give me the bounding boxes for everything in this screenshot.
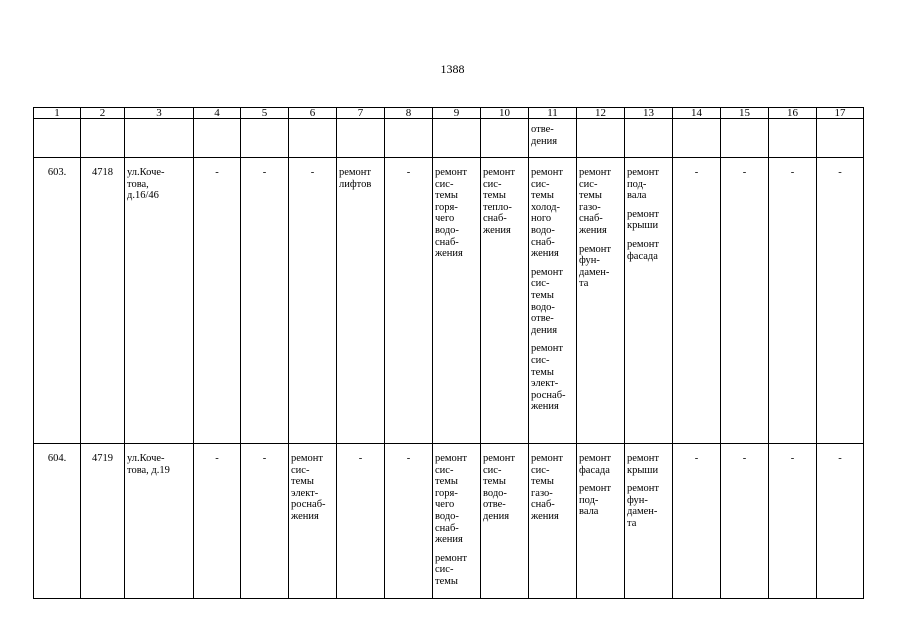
cell-col-12 xyxy=(577,444,625,599)
table-row xyxy=(34,444,864,599)
cell-line: снаб- xyxy=(531,236,555,248)
work-item xyxy=(579,244,622,290)
cell-line: темы xyxy=(531,366,554,378)
cell-line: д.16/46 xyxy=(127,190,159,202)
cell-col-13 xyxy=(625,158,673,444)
column-header-14: 14 xyxy=(673,108,721,119)
cell-line: ремонт xyxy=(579,453,612,464)
cell-line: сис- xyxy=(291,464,310,476)
column-header-7: 7 xyxy=(337,108,385,119)
cell-line: дамен- xyxy=(579,266,610,278)
cell-line: темы xyxy=(435,476,458,488)
work-item xyxy=(435,167,478,260)
cell-line: та xyxy=(627,517,637,529)
cell-line: жения xyxy=(483,224,511,236)
cell-line: жения xyxy=(579,224,607,236)
cell-line: жения xyxy=(291,510,319,522)
cell-line: жения xyxy=(435,534,463,546)
continuation-row xyxy=(34,119,864,158)
cell-line: снаб- xyxy=(435,236,459,248)
cell-line: темы xyxy=(435,190,458,202)
cell-line: отве- xyxy=(531,124,554,135)
work-item xyxy=(435,553,478,588)
cell-line: сис- xyxy=(531,278,550,290)
cell-col-12 xyxy=(577,158,625,444)
cell-line: роснаб- xyxy=(291,499,326,511)
cell-line: темы xyxy=(291,476,314,488)
column-header-13: 13 xyxy=(625,108,673,119)
work-item xyxy=(531,343,574,413)
cell-col-14: - xyxy=(673,158,721,444)
cell-col-10 xyxy=(481,444,529,599)
cell-col-6 xyxy=(289,444,337,599)
work-item xyxy=(483,453,526,523)
cell-line: ремонт xyxy=(579,167,612,178)
cell-line: ул.Коче- xyxy=(127,453,165,464)
cell-line: снаб- xyxy=(483,213,507,225)
continuation-cell-16 xyxy=(769,119,817,158)
work-item xyxy=(531,267,574,337)
cell-line: снаб- xyxy=(531,499,555,511)
cell-line: темы xyxy=(483,476,506,488)
table-row xyxy=(34,158,864,444)
column-header-8: 8 xyxy=(385,108,433,119)
cell-line: темы xyxy=(531,476,554,488)
cell-col-15: - xyxy=(721,444,769,599)
cell-line: ремонт xyxy=(579,243,612,255)
column-header-5: 5 xyxy=(241,108,289,119)
cell-line: дения xyxy=(483,510,510,522)
column-header-15: 15 xyxy=(721,108,769,119)
column-header-1: 1 xyxy=(34,108,81,119)
cell-line: ремонт xyxy=(579,483,612,495)
cell-col-10 xyxy=(481,158,529,444)
cell-line: элект- xyxy=(291,487,319,499)
cell-line: ремонт xyxy=(435,167,468,178)
continuation-cell-5 xyxy=(241,119,289,158)
cell-line: ремонт xyxy=(483,167,516,178)
cell-col-9 xyxy=(433,444,481,599)
address-cell xyxy=(125,444,194,599)
cell-line: ремонт xyxy=(531,266,564,278)
cell-col-17: - xyxy=(817,444,864,599)
cell-line: холод- xyxy=(531,201,560,213)
cell-line: ул.Коче- xyxy=(127,167,165,178)
work-item xyxy=(627,209,670,232)
cell-line: сис- xyxy=(531,464,550,476)
cell-line: роснаб- xyxy=(531,389,566,401)
column-header-4: 4 xyxy=(194,108,241,119)
cell-line: ного xyxy=(531,213,552,225)
continuation-cell-3 xyxy=(125,119,194,158)
cell-line: жения xyxy=(531,248,559,260)
cell-line: фун- xyxy=(627,494,648,506)
cell-line: горя- xyxy=(435,487,458,499)
cell-line: крыши xyxy=(627,220,659,232)
cell-line: фун- xyxy=(579,255,600,267)
cell-line: ремонт xyxy=(627,167,660,178)
cell-line: това, д.19 xyxy=(127,464,170,476)
work-item xyxy=(579,453,622,476)
cell-col-4: - xyxy=(194,158,241,444)
cell-line: фасада xyxy=(579,464,610,476)
cell-col-14: - xyxy=(673,444,721,599)
work-item xyxy=(627,453,670,476)
cell-line: ремонт xyxy=(627,453,660,464)
cell-line: ремонт xyxy=(291,453,324,464)
cell-line: дения xyxy=(531,135,558,147)
work-item xyxy=(627,239,670,262)
cell-line: водо- xyxy=(531,224,555,236)
work-item xyxy=(627,483,670,529)
cell-line: под- xyxy=(627,178,647,190)
cell-col-17: - xyxy=(817,158,864,444)
continuation-cell-6 xyxy=(289,119,337,158)
cell-line: жения xyxy=(531,510,559,522)
cell-line: сис- xyxy=(435,564,454,576)
cell-col-6: - xyxy=(289,158,337,444)
continuation-cell-11 xyxy=(529,119,577,158)
column-header-2: 2 xyxy=(81,108,125,119)
work-item xyxy=(579,167,622,237)
cell-line: темы xyxy=(531,289,554,301)
row-number: 604. xyxy=(34,444,81,599)
cell-col-7 xyxy=(337,158,385,444)
cell-line: жения xyxy=(435,248,463,260)
continuation-cell-9 xyxy=(433,119,481,158)
cell-line: ремонт xyxy=(435,552,468,564)
work-item xyxy=(579,483,622,518)
cell-line: вала xyxy=(627,190,647,202)
cell-line: ремонт xyxy=(627,483,660,495)
cell-line: ремонт xyxy=(627,238,660,250)
cell-line: снаб- xyxy=(435,522,459,534)
building-code: 4718 xyxy=(81,158,125,444)
cell-line: ремонт xyxy=(339,167,372,178)
continuation-cell-1 xyxy=(34,119,81,158)
cell-line: сис- xyxy=(483,464,502,476)
cell-col-8: - xyxy=(385,444,433,599)
cell-line: фасада xyxy=(627,250,658,262)
cell-line: темы xyxy=(579,190,602,202)
row-number: 603. xyxy=(34,158,81,444)
continuation-cell-7 xyxy=(337,119,385,158)
cell-line: та xyxy=(579,278,589,290)
column-header-16: 16 xyxy=(769,108,817,119)
cell-col-7: - xyxy=(337,444,385,599)
continuation-cell-4 xyxy=(194,119,241,158)
column-header-11: 11 xyxy=(529,108,577,119)
work-item xyxy=(435,453,478,546)
column-header-10: 10 xyxy=(481,108,529,119)
building-code: 4719 xyxy=(81,444,125,599)
cell-line: крыши xyxy=(627,464,659,476)
cell-line: ремонт xyxy=(531,343,564,355)
continuation-cell-15 xyxy=(721,119,769,158)
cell-col-9 xyxy=(433,158,481,444)
repair-table xyxy=(33,107,864,599)
continuation-cell-8 xyxy=(385,119,433,158)
column-header-17: 17 xyxy=(817,108,864,119)
cell-line: отве- xyxy=(531,313,554,325)
cell-line: сис- xyxy=(531,178,550,190)
cell-col-8: - xyxy=(385,158,433,444)
column-header-12: 12 xyxy=(577,108,625,119)
cell-col-13 xyxy=(625,444,673,599)
cell-line: элект- xyxy=(531,378,559,390)
cell-line: дения xyxy=(531,324,558,336)
cell-line: жения xyxy=(531,401,559,413)
page-number: 1388 xyxy=(440,62,465,76)
cell-line: ремонт xyxy=(627,208,660,220)
cell-line: газо- xyxy=(579,201,601,213)
cell-col-11 xyxy=(529,444,577,599)
continuation-cell-12 xyxy=(577,119,625,158)
cell-line: сис- xyxy=(483,178,502,190)
work-item xyxy=(531,167,574,260)
cell-line: лифтов xyxy=(339,178,372,190)
cell-line: сис- xyxy=(579,178,598,190)
column-header-6: 6 xyxy=(289,108,337,119)
cell-col-5: - xyxy=(241,158,289,444)
cell-line: снаб- xyxy=(579,213,603,225)
address-cell xyxy=(125,158,194,444)
cell-line: ремонт xyxy=(435,453,468,464)
cell-line: темы xyxy=(531,190,554,202)
cell-line: водо- xyxy=(531,301,555,313)
cell-col-5: - xyxy=(241,444,289,599)
column-header-3: 3 xyxy=(125,108,194,119)
cell-line: ремонт xyxy=(531,453,564,464)
continuation-cell-2 xyxy=(81,119,125,158)
continuation-cell-10 xyxy=(481,119,529,158)
work-item xyxy=(627,167,670,202)
cell-line: сис- xyxy=(435,464,454,476)
work-item xyxy=(483,167,526,237)
header-row xyxy=(34,108,864,119)
cell-line: газо- xyxy=(531,487,553,499)
continuation-cell-17 xyxy=(817,119,864,158)
cell-line: тепло- xyxy=(483,201,512,213)
cell-line: водо- xyxy=(435,224,459,236)
cell-col-15: - xyxy=(721,158,769,444)
cell-col-11 xyxy=(529,158,577,444)
cell-line: чего xyxy=(435,499,455,511)
cell-line: темы xyxy=(483,190,506,202)
cell-line: вала xyxy=(579,506,599,518)
cell-line: водо- xyxy=(483,487,507,499)
cell-line: отве- xyxy=(483,499,506,511)
cell-line: водо- xyxy=(435,510,459,522)
continuation-cell-13 xyxy=(625,119,673,158)
cell-line: това, xyxy=(127,178,149,190)
cell-line: горя- xyxy=(435,201,458,213)
cell-col-16: - xyxy=(769,444,817,599)
cell-col-16: - xyxy=(769,158,817,444)
cell-line: сис- xyxy=(435,178,454,190)
continuation-cell-14 xyxy=(673,119,721,158)
cell-col-4: - xyxy=(194,444,241,599)
cell-line: ремонт xyxy=(531,167,564,178)
cell-line: сис- xyxy=(531,354,550,366)
cell-line: дамен- xyxy=(627,506,658,518)
cell-line: под- xyxy=(579,494,599,506)
work-item xyxy=(531,453,574,523)
cell-line: темы xyxy=(435,575,458,587)
cell-line: ремонт xyxy=(483,453,516,464)
column-header-9: 9 xyxy=(433,108,481,119)
cell-line: чего xyxy=(435,213,455,225)
